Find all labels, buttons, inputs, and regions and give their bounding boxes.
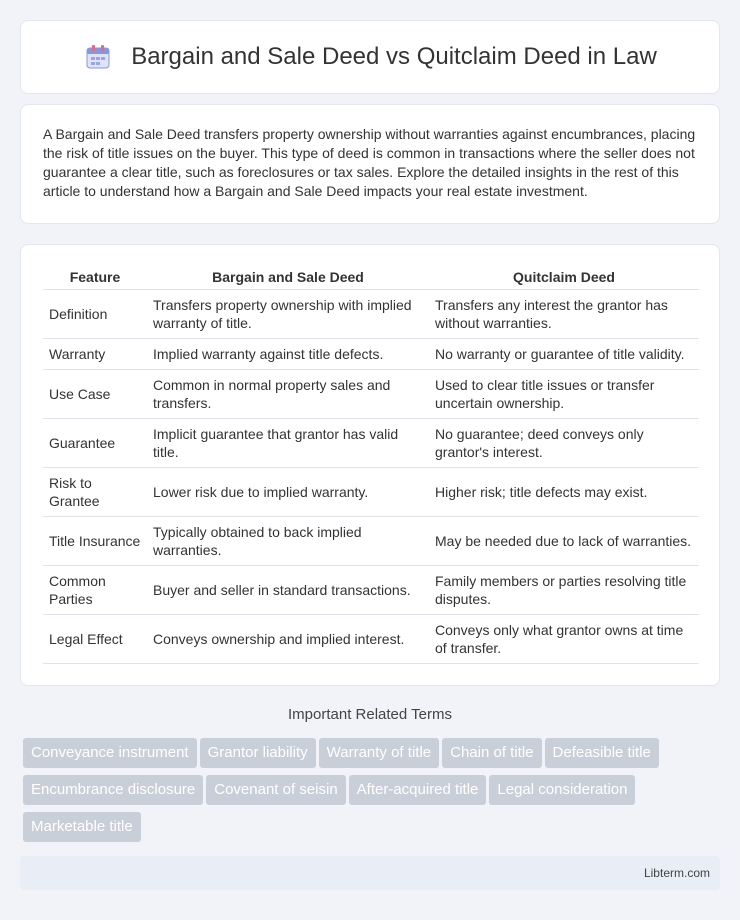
footer	[20, 856, 720, 890]
table-header-row	[43, 265, 699, 289]
table-row	[43, 289, 699, 338]
table-row	[43, 418, 699, 467]
feature-cell: Common Parties	[43, 565, 147, 614]
table-row	[43, 516, 699, 565]
related-term-tag[interactable]: Legal consideration	[489, 775, 635, 805]
related-term-tag[interactable]: Encumbrance disclosure	[23, 775, 203, 805]
calendar-icon	[83, 42, 113, 72]
quitclaim-cell: Used to clear title issues or transfer uncertain ownership.	[429, 369, 699, 418]
related-term-tag[interactable]: Defeasible title	[545, 738, 659, 768]
bargain-sale-cell: Common in normal property sales and transfers.	[147, 369, 429, 418]
table-row	[43, 614, 699, 663]
quitclaim-cell: No guarantee; deed conveys only grantor's interest.	[429, 418, 699, 467]
related-terms-list	[23, 738, 723, 849]
comparison-table	[43, 265, 699, 664]
quitclaim-cell: Higher risk; title defects may exist.	[429, 467, 699, 516]
quitclaim-cell: Conveys only what grantor owns at time of transfer.	[429, 614, 699, 663]
footer-site-link[interactable]: Libterm.com	[643, 866, 710, 880]
quitclaim-cell: Transfers any interest the grantor has without warranties.	[429, 289, 699, 338]
related-term-tag[interactable]: Conveyance instrument	[23, 738, 197, 768]
related-term-tag[interactable]: Covenant of seisin	[206, 775, 345, 805]
table-row	[43, 565, 699, 614]
quitclaim-cell: No warranty or guarantee of title validity.	[429, 338, 699, 369]
feature-cell: Legal Effect	[43, 614, 147, 663]
bargain-sale-cell: Lower risk due to implied warranty.	[147, 467, 429, 516]
feature-cell: Title Insurance	[43, 516, 147, 565]
table-row	[43, 338, 699, 369]
related-term-tag[interactable]: After-acquired title	[349, 775, 487, 805]
intro-card	[20, 104, 720, 224]
feature-cell: Risk to Grantee	[43, 467, 147, 516]
bargain-sale-cell: Implied warranty against title defects.	[147, 338, 429, 369]
bargain-sale-cell: Buyer and seller in standard transactions.	[147, 565, 429, 614]
related-term-tag[interactable]: Chain of title	[442, 738, 541, 768]
quitclaim-cell: Family members or parties resolving title disputes.	[429, 565, 699, 614]
bargain-sale-cell: Conveys ownership and implied interest.	[147, 614, 429, 663]
related-term-tag[interactable]: Grantor liability	[200, 738, 316, 768]
table-row	[43, 369, 699, 418]
comparison-table-card	[20, 244, 720, 686]
bargain-sale-cell: Typically obtained to back implied warranties.	[147, 516, 429, 565]
feature-cell: Warranty	[43, 338, 147, 369]
feature-cell: Use Case	[43, 369, 147, 418]
related-term-tag[interactable]: Marketable title	[23, 812, 141, 842]
header-quitclaim: Quitclaim Deed	[429, 265, 699, 289]
header-bargain-sale: Bargain and Sale Deed	[147, 265, 429, 289]
quitclaim-cell: May be needed due to lack of warranties.	[429, 516, 699, 565]
page-title: Bargain and Sale Deed vs Quitclaim Deed in Law	[131, 43, 657, 70]
header-card	[20, 20, 720, 94]
intro-text: A Bargain and Sale Deed transfers property ownership without warranties against encumbrances, placing the risk of title issues on the buyer. This type of deed is common in transactions where the seller does not guarantee a clear title, such as foreclosures or tax sales. Explore the detailed insights in the rest of this article to understand how a Bargain and Sale Deed impacts your real estate investment.	[43, 126, 696, 199]
bargain-sale-cell: Implicit guarantee that grantor has valid title.	[147, 418, 429, 467]
feature-cell: Guarantee	[43, 418, 147, 467]
table-row	[43, 467, 699, 516]
bargain-sale-cell: Transfers property ownership with implied warranty of title.	[147, 289, 429, 338]
header-feature: Feature	[43, 265, 147, 289]
feature-cell: Definition	[43, 289, 147, 338]
related-terms-title: Important Related Terms	[288, 706, 452, 723]
related-term-tag[interactable]: Warranty of title	[319, 738, 439, 768]
